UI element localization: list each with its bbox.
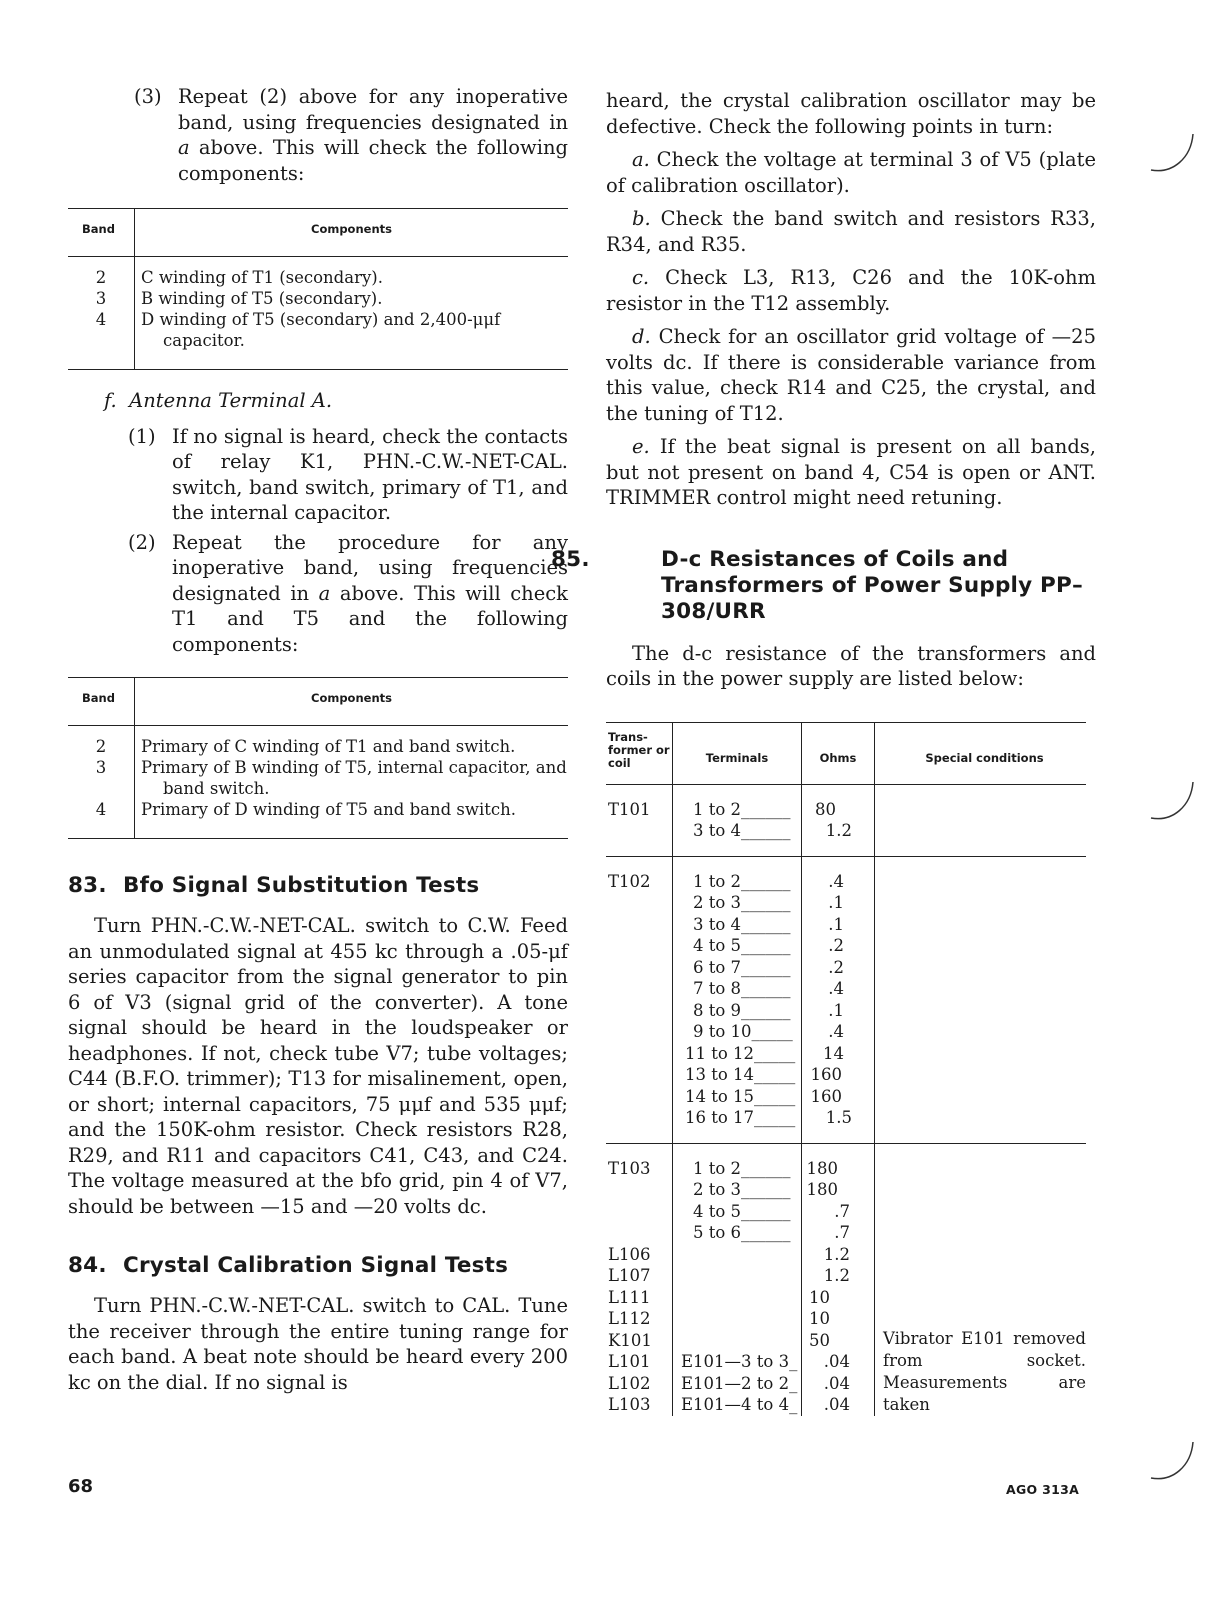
table-row: 4 D winding of T5 (secondary) and 2,400-μμf capacitor. — [68, 309, 568, 370]
item-3: (3) Repeat (2) above for any inoperative band, using frequencies designated in a above. This will check the following components: — [134, 85, 568, 185]
binder-hole-mark — [1147, 778, 1197, 824]
binder-hole-mark — [1147, 130, 1197, 176]
continued-paragraph: heard, the crystal calibration oscillator may be defective. Check the following points in turn: — [606, 89, 1096, 138]
ohms-cell: 50 — [809, 1330, 830, 1350]
terminal-cell: 3 to 4______ — [693, 914, 791, 934]
transformer-cell: L111 — [608, 1287, 651, 1307]
ohms-cell: 180 — [806, 1158, 838, 1178]
terminal-cell: 5 to 6______ — [693, 1223, 791, 1242]
transformer-cell: L107 — [608, 1266, 651, 1285]
check-c: c. Check L3, R13, C26 and the 10K-ohm resistor in the T12 assembly. — [606, 266, 1096, 315]
components-table-2 — [68, 677, 568, 839]
ohms-cell: 1.2 — [823, 1244, 850, 1264]
ohms-cell: .4 — [828, 871, 844, 891]
terminal-cell: 7 to 8______ — [693, 979, 791, 998]
terminal-cell: E101—2 to 2_ — [681, 1373, 798, 1393]
ohms-cell: 1.5 — [825, 1108, 852, 1127]
terminal-cell: 4 to 5______ — [693, 936, 791, 955]
check-a: a. Check the voltage at terminal 3 of V5 (plate of calibration oscillator). — [606, 148, 1097, 197]
terminal-cell: 1 to 2______ — [693, 1158, 791, 1178]
ohms-cell: 14 — [823, 1043, 844, 1063]
transformer-cell: L101 — [608, 1352, 651, 1371]
transformer-cell — [608, 1222, 672, 1244]
page-number: 68 — [68, 1476, 94, 1497]
ohms-cell: 180 — [806, 1180, 838, 1199]
table-header-row: Band Components — [68, 209, 568, 257]
table-row-group-t102: T102 1 to 2______ 2 to 3______ 3 to 4______ 4 to 5______ 6 to 7______ 7 to 8______ 8 to 9______ 9 to 10_____ 11 to 12_____ 13 to 14_____ 14 to 15_____ 16 to 17_____ .4 .1 .1 .2 .2 .4 .1 .4 14 160 160 1.5 — [606, 856, 1086, 1143]
table-row: 2 C winding of T1 (secondary). — [68, 257, 568, 289]
item-number: (3) — [134, 85, 162, 108]
terminal-cell — [673, 1244, 801, 1266]
check-d: d. Check for an oscillator grid voltage of —25 volts dc. If there is considerable variance from this value, check R14 and C25, the crystal, and the tuning of T12. — [606, 325, 1096, 425]
section-83-heading: 83. Bfo Signal Substitution Tests — [68, 873, 480, 898]
transformer-cell: L112 — [608, 1309, 651, 1328]
ohms-cell: 160 — [810, 1086, 842, 1106]
transformer-cell: T103 — [608, 1158, 651, 1178]
ohms-cell: 10 — [809, 1287, 830, 1307]
table-row-group-t101: T101 1 to 2______ 3 to 4______ 80 1.2 — [606, 784, 1086, 856]
transformer-cell: L102 — [608, 1373, 651, 1393]
transformer-cell — [608, 1179, 672, 1201]
transformer-cell: L106 — [608, 1244, 651, 1264]
ohms-cell: 1.2 — [823, 1266, 850, 1285]
terminal-cell: 6 to 7______ — [693, 957, 791, 977]
table-row: 2 Primary of C winding of T1 and band switch. — [68, 726, 568, 758]
terminal-cell: 4 to 5______ — [693, 1201, 791, 1221]
ohms-cell: .1 — [828, 893, 844, 912]
ohms-cell: .7 — [834, 1223, 850, 1242]
ohms-cell: .4 — [828, 1022, 844, 1041]
terminal-cell — [673, 1287, 801, 1309]
item-f2: (2) Repeat the procedure for any inoperative band, using frequencies designated in a above. This will check T1 and T5 and the following components: — [128, 530, 568, 656]
document-code: AGO 313A — [1006, 1482, 1080, 1497]
ohms-cell: .04 — [823, 1352, 850, 1371]
ohms-cell: .1 — [828, 914, 844, 934]
terminal-cell: 2 to 3______ — [693, 1180, 791, 1199]
terminal-cell: E101—3 to 3_ — [681, 1352, 798, 1371]
left-column — [68, 84, 568, 1395]
ohms-cell: .4 — [828, 979, 844, 998]
terminal-cell: 1 to 2______ — [693, 871, 791, 891]
ohms-cell: .04 — [823, 1373, 850, 1393]
right-column — [551, 88, 1097, 1416]
terminal-cell: 14 to 15_____ — [685, 1086, 796, 1106]
terminal-cell: 9 to 10_____ — [693, 1022, 793, 1041]
components-table-1 — [68, 208, 568, 370]
ohms-cell: .2 — [828, 936, 844, 955]
table-row: 3 B winding of T5 (secondary). — [68, 288, 568, 309]
terminal-cell — [673, 1330, 801, 1352]
item-f1: (1) If no signal is heard, check the contacts of relay K1, PHN.-C.W.-NET-CAL. switch, band switch, primary of T1, and the internal capacitor. — [128, 424, 568, 524]
ohms-cell: .2 — [828, 957, 844, 977]
ohms-cell: 160 — [810, 1065, 842, 1084]
transformer-cell: L103 — [608, 1395, 651, 1414]
transformer-cell: K101 — [608, 1330, 652, 1350]
terminal-cell — [673, 1265, 801, 1287]
table-header-row: Band Components — [68, 678, 568, 726]
section-83-body: Turn PHN.-C.W.-NET-CAL. switch to C.W. Feed an unmodulated signal at 455 kc through a .05-μf series capacitor from the signal generator to pin 6 of V3 (signal grid of the converter). A tone signal should be heard in the loudspeaker or headphones. If not, check tube V7; tube voltages; C44 (B.F.O. trimmer); T13 for misalinement, open, or short; internal capacitors, 75 μμf and 535 μμf; and the 150K-ohm resistor. Check resistors R28, R29, and R11 and capacitors C41, C43, and C24. The voltage measured at the bfo grid, pin 4 of V7, should be between —15 and —20 volts dc. — [68, 914, 568, 1218]
ohms-cell: .1 — [828, 1000, 844, 1020]
binder-hole-mark — [1147, 1438, 1197, 1484]
terminal-cell: E101—4 to 4_ — [681, 1395, 798, 1414]
resistance-table — [606, 722, 1086, 1416]
table-row: 4 Primary of D winding of T5 and band switch. — [68, 799, 568, 839]
paragraph-f-heading: f. Antenna Terminal A. — [104, 389, 333, 412]
check-e: e. If the beat signal is present on all bands, but not present on band 4, C54 is open or ANT. TRIMMER control might need retuning. — [606, 435, 1097, 509]
terminal-cell: 16 to 17_____ — [685, 1108, 796, 1127]
table-row: 3 Primary of B winding of T5, internal capacitor, and band switch. — [68, 757, 568, 799]
ohms-cell: .04 — [823, 1395, 850, 1414]
check-b: b. Check the band switch and resistors R33, R34, and R35. — [606, 207, 1096, 256]
terminal-cell — [673, 1308, 801, 1330]
transformer-cell — [608, 1201, 672, 1223]
table-row-group-t103 — [606, 1143, 1086, 1416]
section-84-heading: 84. Crystal Calibration Signal Tests — [68, 1253, 509, 1278]
table-header-row: Trans-former or coil Terminals Ohms Special conditions — [606, 722, 1086, 784]
terminal-cell: 8 to 9______ — [693, 1000, 791, 1020]
terminal-cell: 2 to 3______ — [693, 893, 791, 912]
section-84-body: Turn PHN.-C.W.-NET-CAL. switch to CAL. Tune the receiver through the entire tuning range for each band. A beat note should be heard every 200 kc on the dial. If no signal is — [68, 1294, 568, 1394]
terminal-cell: 13 to 14_____ — [685, 1065, 796, 1084]
ohms-cell: .7 — [834, 1201, 850, 1221]
section-85-heading: 85. D-c Resistances of Coils and Transformers of Power Supply PP–308/URR — [551, 546, 1083, 624]
ohms-cell: 10 — [809, 1309, 830, 1328]
terminal-cell: 11 to 12_____ — [685, 1043, 796, 1063]
special-conditions-note: Vibrator E101 removed from socket. Measurements are taken — [883, 1328, 1086, 1414]
section-85-body: The d-c resistance of the transformers and coils in the power supply are listed below: — [606, 641, 1096, 690]
